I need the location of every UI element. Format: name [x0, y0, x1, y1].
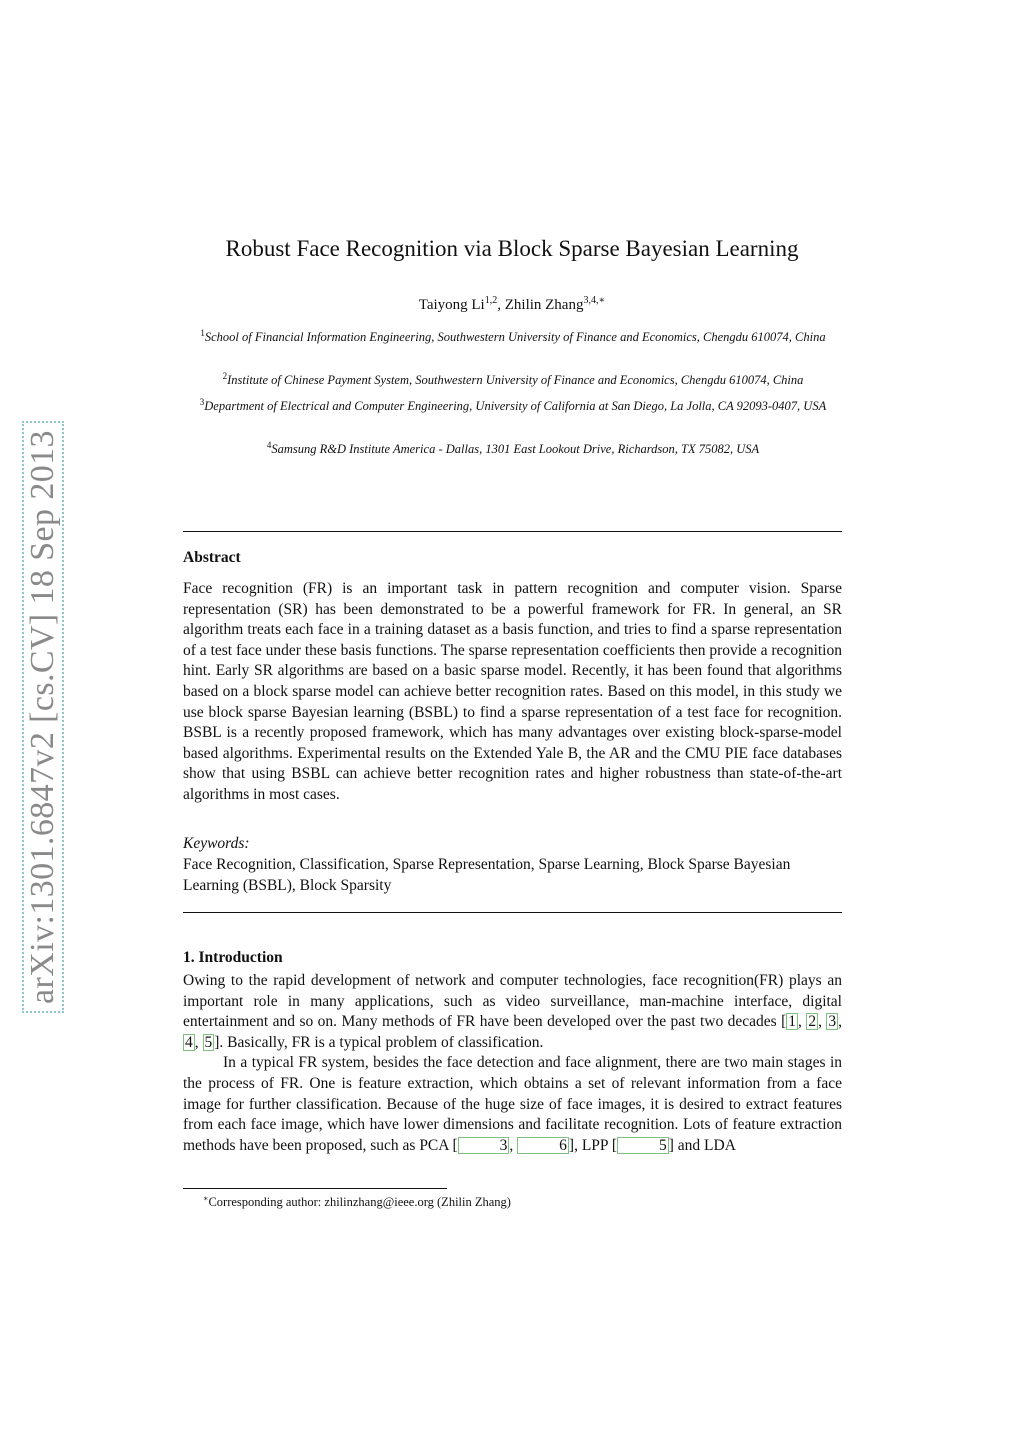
citation-link[interactable]: 3	[828, 1013, 837, 1031]
author-name: Zhilin Zhang	[504, 297, 584, 313]
footnote-rule	[183, 1188, 447, 1189]
affiliation-2: $^2$Institute of Chinese Payment System, Southwestern University of Finance and Economics, Chengdu 610074, China	[222, 371, 804, 388]
abstract-top-rule	[183, 531, 842, 532]
affiliation-1: $^1$School of Financial Information Engineering, Southwestern University of Finance and Economics, Chengdu 610074, China	[200, 328, 826, 345]
citation-link[interactable]: 1	[788, 1013, 797, 1031]
affiliation-3: $^3$Department of Electrical and Computer Engineering, University of California at San Diego, La Jolla, CA 92093-0407, USA	[199, 397, 827, 414]
citation-link[interactable]: 4	[185, 1033, 193, 1051]
arxiv-identifier: arXiv:1301.6847v2 [cs.CV] 18 Sep 2013	[24, 430, 61, 1004]
citation-link[interactable]: 5	[617, 1137, 669, 1154]
introduction-body	[183, 971, 842, 1156]
arxiv-side-stamp	[22, 421, 64, 1013]
citation-link[interactable]: 5	[204, 1033, 213, 1051]
paragraph: Owing to the rapid development of network and computer technologies, face recognition(FR) plays an important role in many applications, such as video surveillance, man-machine interface, digital entertainment and so on. Many methods of FR have been developed over the past two decades [ 1 , 2 , 3 , 4 , 5 ]. Basically, FR is a typical problem of classification.	[183, 972, 843, 1051]
citation-link[interactable]: 2	[808, 1013, 817, 1031]
abstract-bottom-rule	[183, 912, 842, 913]
citation-link[interactable]: 6	[517, 1137, 569, 1154]
author-affil-mark: 3,4,∗	[583, 295, 606, 306]
paragraph: In a typical FR system, besides the face detection and face alignment, there are two main stages in the process of FR. One is feature extraction, which obtains a set of relevant information from a face image for further classification. Because of the huge size of face images, it is desired to extract features from each face image, which have lower dimensions and facilitate recognition. Lots of feature extraction methods have been proposed, such as PCA [ 3 , 6 ], LPP [ 5 ] and LDA	[183, 1054, 842, 1154]
author-affil-mark: 1,2	[484, 295, 498, 306]
affiliation-4: $^4$Samsung R&D Institute America - Dallas, 1301 East Lookout Drive, Richardson, TX 75082, USA	[266, 440, 760, 457]
abstract-text: Face recognition (FR) is an important task in pattern recognition and computer vision. Sparse representation (SR) has been demonstrated to be a powerful framework for FR. In general, an SR algorithm treats each face in a training dataset as a basis function, and tries to find a sparse representation of a test face under these basis functions. The sparse representation coefficients then provide a recognition hint. Early SR algorithms are based on a basic sparse model. Recently, it has been found that algorithms based on a block sparse model can achieve better recognition rates. Based on this model, in this study we use block sparse Bayesian learning (BSBL) to find a sparse representation of a test face for recognition. BSBL is a recently proposed framework, which has many advantages over existing block-sparse-model based algorithms. Experimental results on the Extended Yale B, the AR and the CMU PIE face databases show that using BSBL can achieve better recognition rates and higher robustness than state-of-the-art algorithms in most cases.	[183, 580, 842, 803]
citation-link[interactable]: 3	[458, 1137, 510, 1154]
keywords-text: Face Recognition, Classification, Sparse Representation, Sparse Learning, Block Sparse Bayesian Learning (BSBL), Block Sparsity	[183, 856, 791, 894]
section-heading-introduction: 1. Introduction	[183, 949, 283, 966]
abstract-heading: Abstract	[183, 549, 241, 566]
keywords-label: Keywords:	[183, 835, 250, 852]
footnote: ∗Corresponding author: zhilinzhang@ieee.org (Zhilin Zhang)	[203, 1194, 511, 1210]
author-list: Taiyong Li$^{1,2}$, Zhilin Zhang$^{3,4,∗}$	[418, 295, 606, 313]
paper-title: Robust Face Recognition via Block Sparse Bayesian Learning	[225, 236, 799, 261]
author-name: Taiyong Li	[418, 297, 485, 313]
